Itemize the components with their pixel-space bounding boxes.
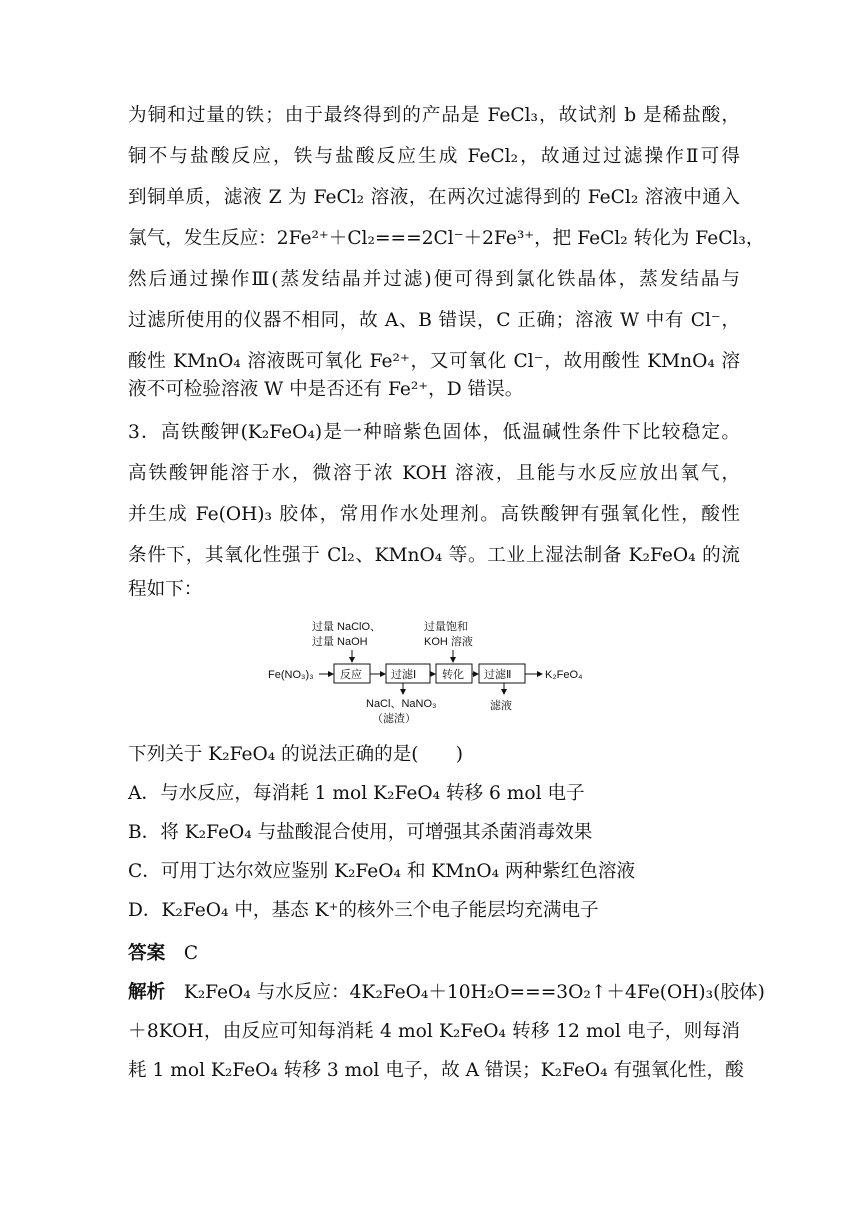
flow-step-filter-1: 过滤Ⅰ bbox=[391, 669, 417, 681]
text-line: 到铜单质，滤液 Z 为 FeCl₂ 溶液，在两次过滤得到的 FeCl₂ 溶液中通入 bbox=[128, 187, 740, 208]
text-line: 铜不与盐酸反应，铁与盐酸反应生成 FeCl₂，故通过过滤操作Ⅱ可得 bbox=[128, 146, 740, 167]
text-line: 为铜和过量的铁；由于最终得到的产品是 FeCl₃，故试剂 b 是稀盐酸， bbox=[128, 105, 740, 126]
text-line: 酸性 KMnO₄ 溶液既可氧化 Fe²⁺，又可氧化 Cl⁻，故用酸性 KMnO₄ 溶 bbox=[128, 351, 740, 372]
flow-reagent-1b: 过量 NaOH bbox=[312, 636, 368, 648]
question-stem-line: 程如下： bbox=[128, 579, 203, 600]
flow-step-convert: 转化 bbox=[442, 669, 464, 681]
text-line: 氯气，发生反应：2Fe²⁺＋Cl₂===2Cl⁻＋2Fe³⁺，把 FeCl₂ 转化为 FeCl₃， bbox=[128, 228, 765, 249]
question-stem-line: 并生成 Fe(OH)₃ 胶体，常用作水处理剂。高铁酸钾有强氧化性，酸性 bbox=[128, 504, 740, 525]
option-c: C．可用丁达尔效应鉴别 K₂FeO₄ 和 KMnO₄ 两种紫红色溶液 bbox=[128, 861, 636, 882]
flow-reagent-2: 过量饱和 bbox=[424, 621, 468, 633]
text-line: 液不可检验溶液 W 中是否还有 Fe²⁺，D 错误。 bbox=[128, 379, 524, 400]
flow-reagent-1: 过量 NaClO、 bbox=[312, 621, 382, 633]
option-d: D．K₂FeO₄ 中，基态 K⁺的核外三个电子能层均充满电子 bbox=[128, 900, 599, 921]
option-b: B．将 K₂FeO₄ 与盐酸混合使用，可增强其杀菌消毒效果 bbox=[128, 822, 593, 843]
question-stem-line: 3．高铁酸钾(K₂FeO₄)是一种暗紫色固体，低温碱性条件下比较稳定。 bbox=[128, 422, 740, 443]
flow-step-react: 反应 bbox=[340, 669, 362, 681]
answer-value: C bbox=[183, 943, 199, 964]
answer-line bbox=[128, 935, 740, 973]
option-a: A．与水反应，每消耗 1 mol K₂FeO₄ 转移 6 mol 电子 bbox=[128, 783, 585, 804]
question-prompt: 下列关于 K₂FeO₄ 的说法正确的是( ) bbox=[128, 744, 463, 765]
analysis-line: ＋8KOH，由反应可知每消耗 4 mol K₂FeO₄ 转移 12 mol 电子，则每消 bbox=[128, 1021, 740, 1042]
process-flow-diagram bbox=[260, 612, 600, 728]
text-line: 然后通过操作Ⅲ(蒸发结晶并过滤)便可得到氯化铁晶体，蒸发结晶与 bbox=[128, 269, 740, 290]
answer-label: 答案 bbox=[128, 943, 166, 964]
analysis-label: 解析 bbox=[128, 982, 166, 1003]
question-stem-line: 高铁酸钾能溶于水，微溶于浓 KOH 溶液，且能与水反应放出氧气， bbox=[128, 463, 740, 484]
flow-byproduct-2: 滤液 bbox=[490, 700, 512, 712]
question-stem-line: 条件下，其氧化性强于 Cl₂、KMnO₄ 等。工业上湿法制备 K₂FeO₄ 的流 bbox=[128, 545, 740, 566]
text-line: 过滤所使用的仪器不相同，故 A、B 错误，C 正确；溶液 W 中有 Cl⁻， bbox=[128, 310, 740, 331]
flow-step-filter-2: 过滤Ⅱ bbox=[484, 669, 512, 681]
analysis-text: K₂FeO₄ 与水反应：4K₂FeO₄＋10H₂O===3O₂↑＋4Fe(OH)₃(胶体) bbox=[183, 982, 765, 1003]
flow-product: K₂FeO₄ bbox=[545, 669, 583, 681]
flow-byproduct-1: NaCl、NaNO₃ bbox=[366, 698, 437, 710]
flow-start: Fe(NO₃)₃ bbox=[268, 669, 314, 681]
flow-byproduct-1b: （滤渣） bbox=[372, 713, 416, 725]
flow-reagent-2b: KOH 溶液 bbox=[424, 636, 473, 648]
analysis-line bbox=[128, 974, 765, 1012]
analysis-line: 耗 1 mol K₂FeO₄ 转移 3 mol 电子，故 A 错误；K₂FeO₄ 有强氧化性，酸 bbox=[128, 1060, 744, 1081]
